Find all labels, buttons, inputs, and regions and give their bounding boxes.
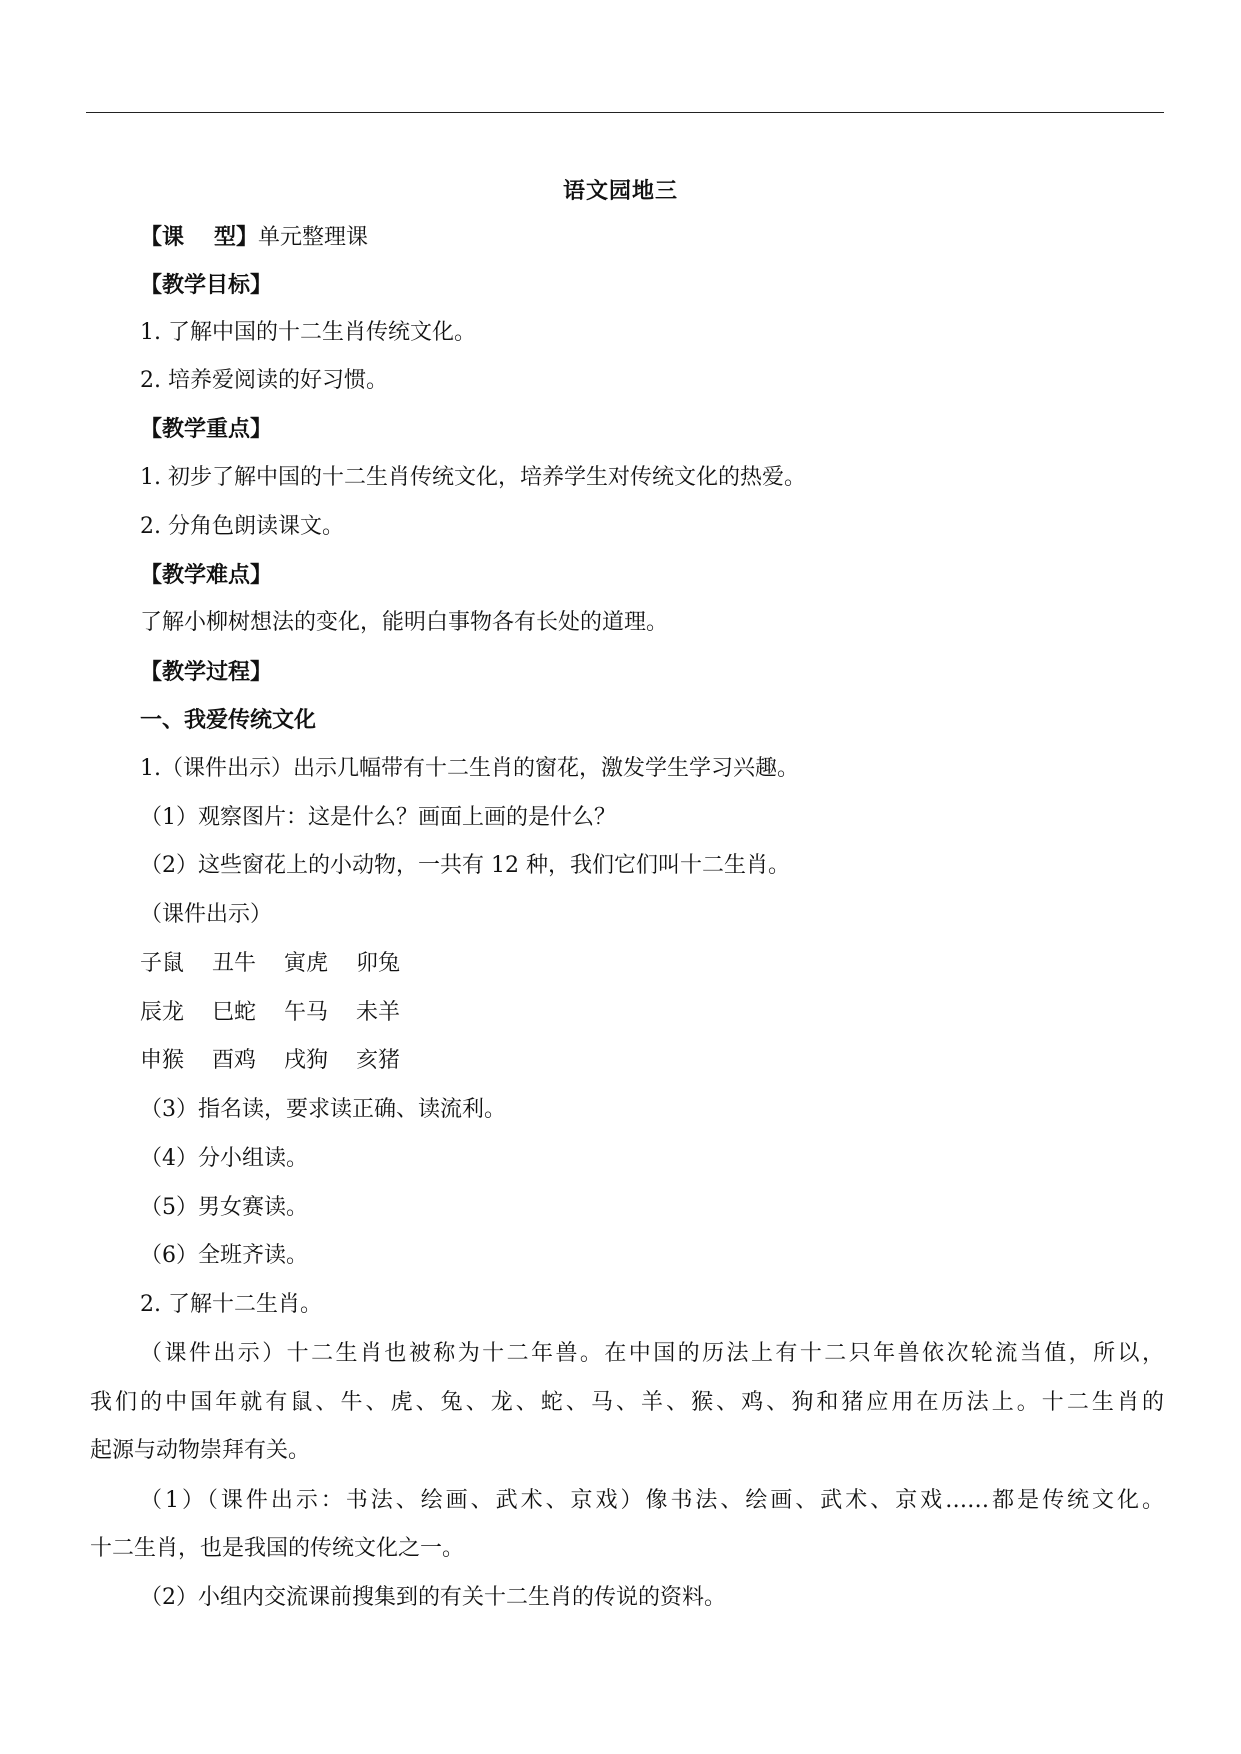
process-subitem-2: （2）这些窗花上的小动物，一共有 12 种，我们它们叫十二生肖。 bbox=[140, 853, 790, 878]
process-subitem-1: （1）观察图片：这是什么？画面上画的是什么？ bbox=[140, 805, 616, 830]
zodiac-item: 巳蛇 bbox=[212, 1000, 257, 1025]
process-item-1: 1.（课件出示）出示几幅带有十二生肖的窗花，激发学生学习兴趣。 bbox=[140, 756, 799, 781]
zodiac-item: 丑牛 bbox=[212, 951, 257, 976]
zodiac-item: 寅虎 bbox=[284, 951, 329, 976]
zodiac-row-2 bbox=[140, 998, 428, 1028]
zodiac-item: 子鼠 bbox=[140, 951, 185, 976]
zodiac-item: 申猴 bbox=[140, 1048, 185, 1073]
process-subitem-6: （6）全班齐读。 bbox=[140, 1243, 308, 1268]
process-item-2: 2. 了解十二生肖。 bbox=[140, 1292, 322, 1317]
courseware-label: （课件出示） bbox=[140, 902, 273, 927]
zodiac-row-1 bbox=[140, 949, 428, 979]
paragraph-3: （2）小组内交流课前搜集到的有关十二生肖的传说的资料。 bbox=[140, 1585, 726, 1610]
process-subitem-5: （5）男女赛读。 bbox=[140, 1195, 308, 1220]
process-heading: 【教学过程】 bbox=[140, 659, 273, 685]
zodiac-item: 酉鸡 bbox=[212, 1048, 257, 1073]
zodiac-item: 卯兔 bbox=[356, 951, 401, 976]
paragraph-2-line-2: 十二生肖，也是我国的传统文化之一。 bbox=[90, 1536, 465, 1561]
paragraph-1-line-3: 起源与动物崇拜有关。 bbox=[90, 1438, 311, 1463]
section-heading-1: 一、我爱传统文化 bbox=[140, 707, 317, 733]
goal-item-1: 1. 了解中国的十二生肖传统文化。 bbox=[140, 320, 476, 345]
goals-heading: 【教学目标】 bbox=[140, 272, 273, 298]
key-point-item-1: 1. 初步了解中国的十二生肖传统文化，培养学生对传统文化的热爱。 bbox=[140, 465, 806, 490]
zodiac-item: 亥猪 bbox=[356, 1048, 401, 1073]
lesson-type-value: 单元整理课 bbox=[258, 225, 369, 250]
process-subitem-3: （3）指名读，要求读正确、读流利。 bbox=[140, 1097, 506, 1122]
key-point-item-2: 2. 分角色朗读课文。 bbox=[140, 514, 344, 539]
difficulties-heading: 【教学难点】 bbox=[140, 562, 273, 588]
zodiac-item: 午马 bbox=[284, 1000, 329, 1025]
paragraph-1-line-2: 我们的中国年就有鼠、牛、虎、兔、龙、蛇、马、羊、猴、鸡、狗和猪应用在历法上。十二生肖的 bbox=[90, 1390, 1164, 1415]
process-subitem-4: （4）分小组读。 bbox=[140, 1146, 308, 1171]
zodiac-item: 戌狗 bbox=[284, 1048, 329, 1073]
paragraph-1-line-1: （课件出示）十二生肖也被称为十二年兽。在中国的历法上有十二只年兽依次轮流当值，所以， bbox=[140, 1341, 1164, 1366]
key-points-heading: 【教学重点】 bbox=[140, 416, 273, 442]
difficulties-text: 了解小柳树想法的变化，能明白事物各有长处的道理。 bbox=[140, 610, 669, 635]
lesson-type-line: 【课型】单元整理课 bbox=[140, 224, 369, 250]
goal-item-2: 2. 培养爱阅读的好习惯。 bbox=[140, 368, 388, 393]
lesson-type-label-b: 型 bbox=[214, 224, 237, 250]
header-rule bbox=[86, 112, 1164, 113]
paragraph-2-line-1: （1）（课件出示：书法、绘画、武术、京戏）像书法、绘画、武术、京戏……都是传统文化。 bbox=[140, 1488, 1164, 1513]
zodiac-item: 辰龙 bbox=[140, 1000, 185, 1025]
lesson-type-label-a: 课 bbox=[162, 224, 214, 250]
zodiac-item: 未羊 bbox=[356, 1000, 401, 1025]
zodiac-row-3 bbox=[140, 1046, 428, 1076]
page-title: 语文园地三 bbox=[562, 178, 678, 204]
